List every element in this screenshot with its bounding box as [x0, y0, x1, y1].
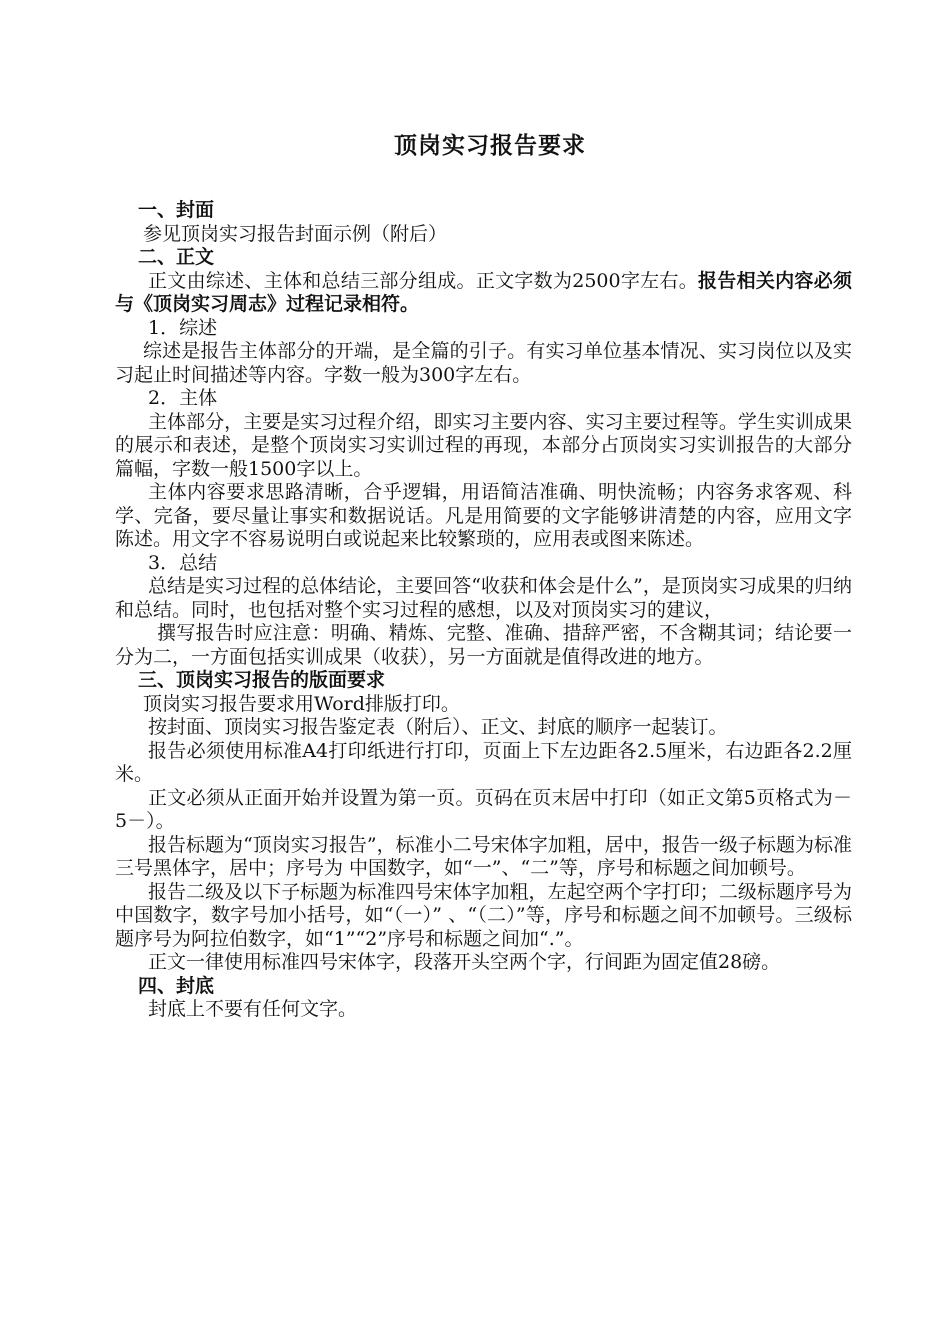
subheading-summary: 1．综述: [148, 316, 218, 339]
paragraph: 报告二级及以下子标题为标准四号宋体字加粗，左起空两个字打印；二级标题序号为中国数字，数字号加小括号，如“（一）” 、“（二）”等，序号和标题之间不加顿号。三级标题序号为阿拉伯数字，如“1”“2”序号和标题之间加“.”。: [115, 880, 852, 950]
paragraph: 总结是实习过程的总体结论，主要回答“收获和体会是什么”，是顶岗实习成果的归纳和总结。同时，也包括对整个实习过程的感想，以及对顶岗实习的建议，: [115, 575, 852, 621]
section-heading-cover: 一、封面: [138, 199, 215, 221]
intro-text: 正文由综述、主体和总结三部分组成。正文字数为2500字左右。: [148, 269, 698, 292]
paragraph: 主体部分，主要是实习过程介绍，即实习主要内容、实习主要过程等。学生实训成果的展示和表述，是整个顶岗实习实训过程的再现，本部分占顶岗实习实训报告的大部分篇幅，字数一般1500字以上。: [115, 410, 852, 480]
paragraph: 封底上不要有任何文字。: [148, 998, 358, 1020]
subheading-conclusion: 3．总结: [148, 551, 218, 574]
section-heading-layout: 三、顶岗实习报告的版面要求: [138, 669, 386, 691]
subheading-main: 2．主体: [148, 387, 218, 409]
paragraph: 正文必须从正面开始并设置为第一页。页码在页末居中打印（如正文第5页格式为－5－）。: [115, 786, 852, 832]
paragraph: 按封面、顶岗实习报告鉴定表（附后）、正文、封底的顺序一起装订。: [148, 716, 728, 738]
paragraph: 撰写报告时应注意：明确、精炼、完整、准确、措辞严密，不含糊其词；结论要一分为二，一方面包括实训成果（收获），另一方面就是值得改进的地方。: [115, 622, 852, 668]
document-body: [115, 199, 852, 1022]
paragraph: 主体内容要求思路清晰，合乎逻辑，用语简洁准确、明快流畅；内容务求客观、科学、完备，要尽量让事实和数据说话。凡是用简要的文字能够讲清楚的内容，应用文字陈述。用文字不容易说明白或说起来比较繁琐的，应用表或图来陈述。: [115, 481, 852, 550]
section-heading-back-cover: 四、封底: [138, 974, 215, 997]
paragraph: 参见顶岗实习报告封面示例（附后）: [143, 222, 448, 245]
paragraph: 报告标题为“顶岗实习报告”，标准小二号宋体字加粗，居中，报告一级子标题为标准三号黑体字，居中；序号为 中国数字，如“一”、“二”等，序号和标题之间加顿号。: [115, 833, 852, 879]
paragraph: 报告必须使用标准A4打印纸进行打印，页面上下左边距各2.5厘米，右边距各2.2厘米。: [115, 739, 852, 785]
intro-bold-text: 报告相关内容必须与《顶岗实习周志》过程记录相符。: [115, 269, 852, 315]
paragraph: 综述是报告主体部分的开端，是全篇的引子。有实习单位基本情况、实习岗位以及实习起止时间描述等内容。字数一般为300字左右。: [115, 340, 852, 386]
page-title: 顶岗实习报告要求: [394, 133, 586, 159]
paragraph: [115, 270, 852, 317]
paragraph: 正文一律使用标准四号宋体字，段落开头空两个字，行间距为固定值28磅。: [148, 951, 781, 973]
paragraph: 顶岗实习报告要求用Word排版打印。: [143, 692, 460, 715]
section-heading-body: 二、正文: [138, 246, 215, 268]
